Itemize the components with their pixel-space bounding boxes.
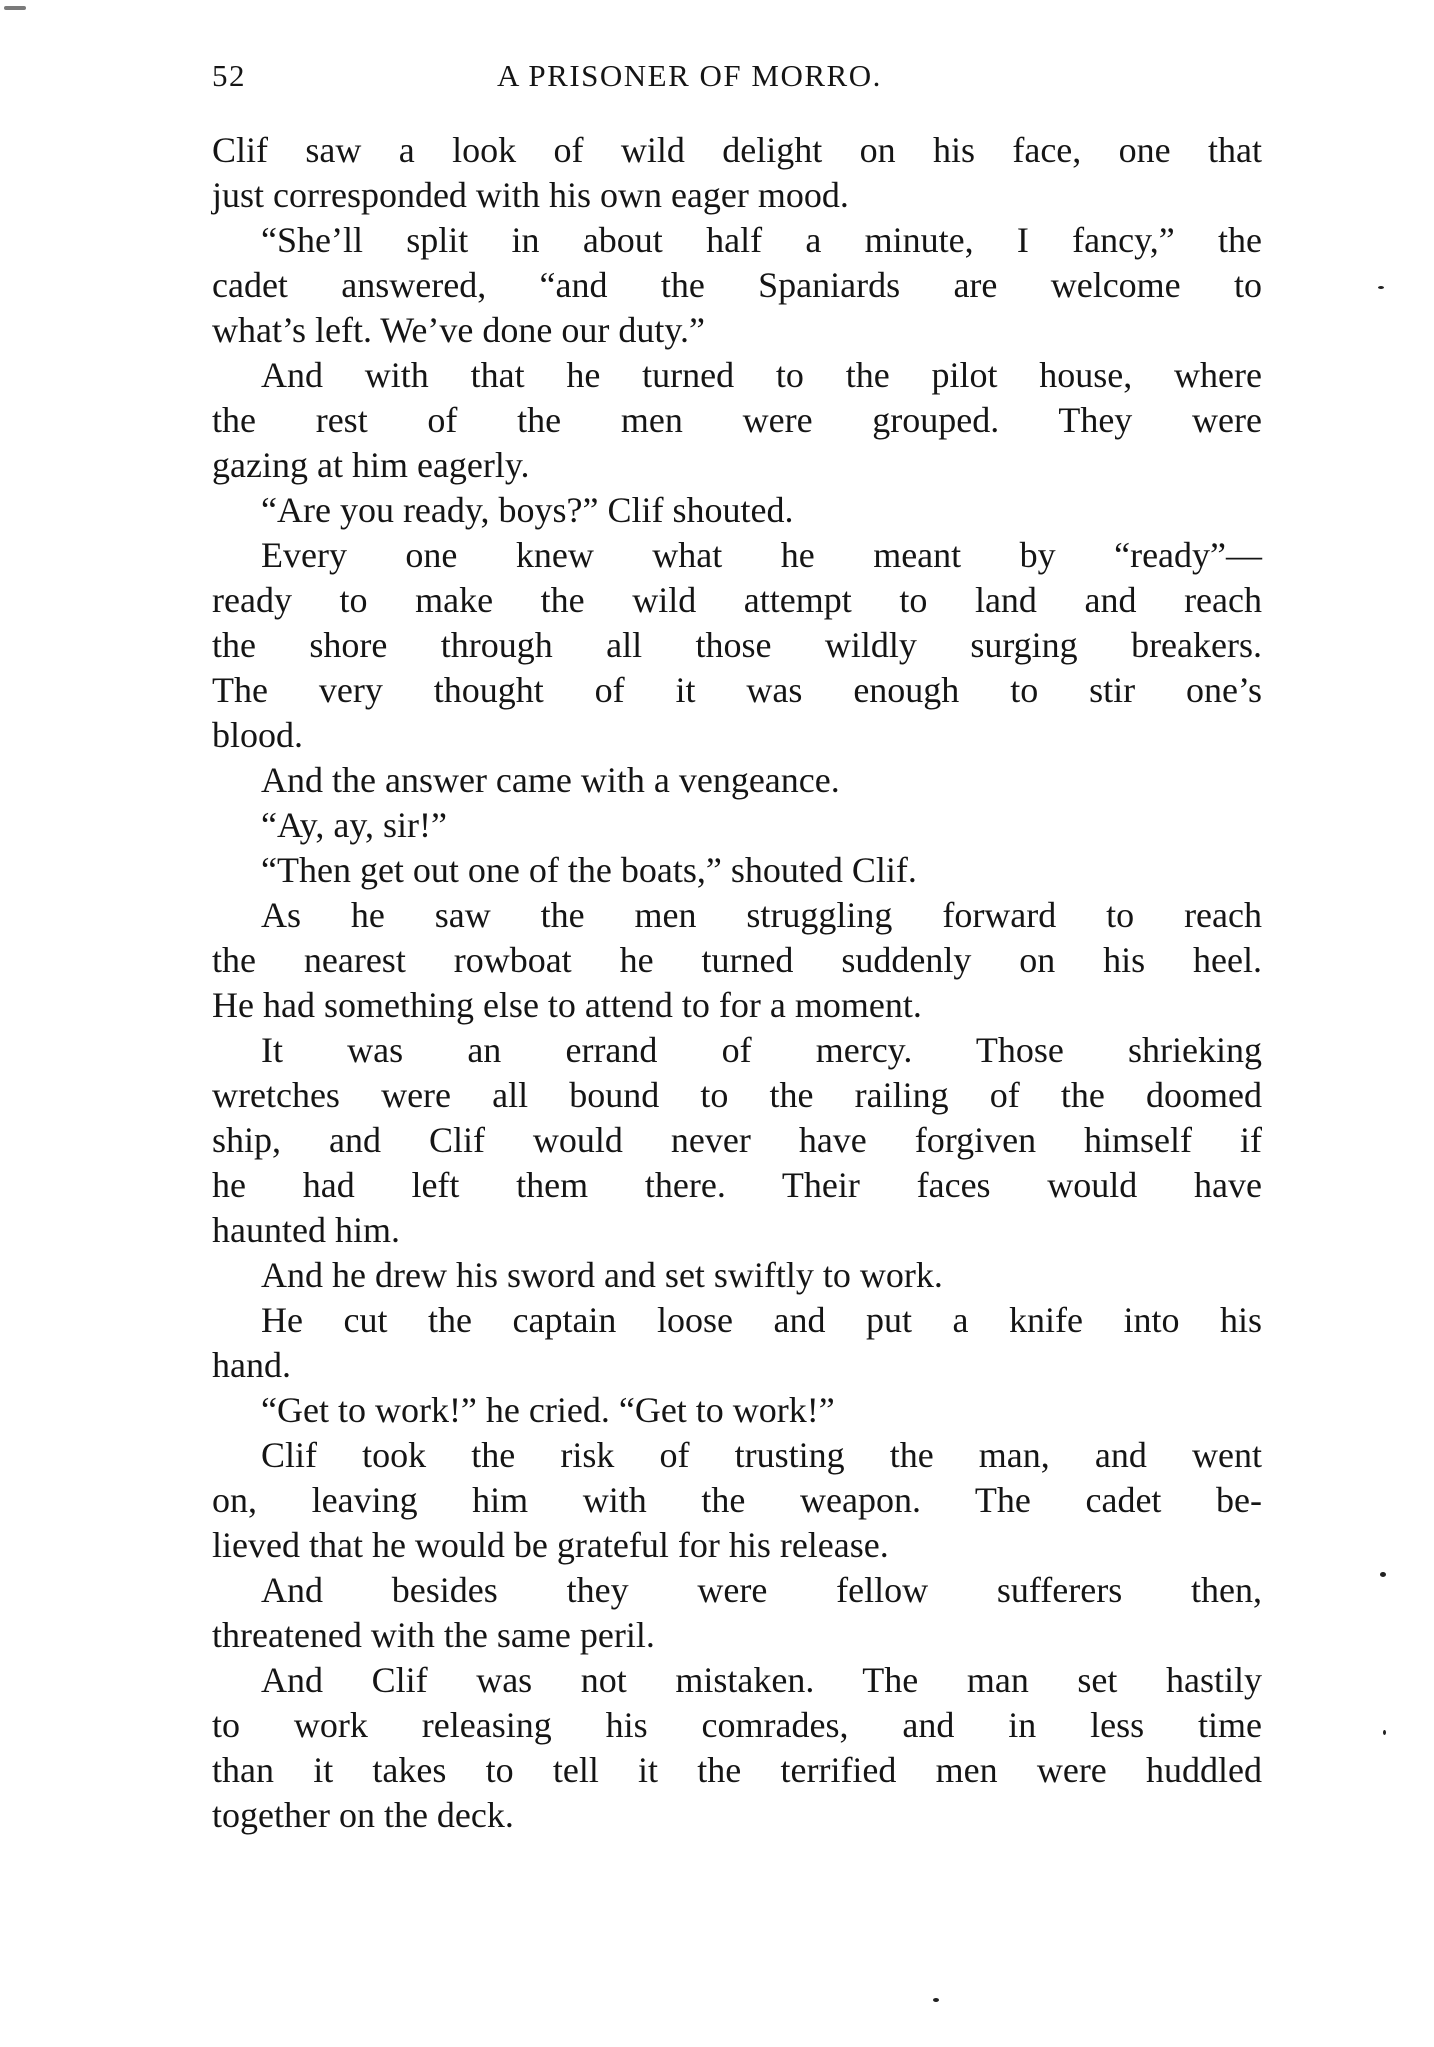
text-line: together on the deck.: [212, 1795, 514, 1835]
body-text: [212, 128, 1262, 1838]
text-line: threatened with the same peril.: [212, 1615, 655, 1655]
scan-speck: [1378, 286, 1384, 289]
text-line: “Ay, ay, sir!”: [261, 805, 447, 845]
text-line: “Are you ready, boys?” Clif shouted.: [261, 490, 794, 530]
text-line: Clif took the risk of trusting the man, and went: [261, 1435, 1262, 1475]
text-line: he had left them there. Their faces would have: [212, 1165, 1262, 1205]
text-line: It was an errand of mercy. Those shrieking: [261, 1030, 1262, 1070]
text-line: And the answer came with a vengeance.: [261, 760, 840, 800]
text-line: cadet answered, “and the Spaniards are welcome to: [212, 265, 1262, 305]
text-line: ship, and Clif would never have forgiven himself if: [212, 1120, 1262, 1160]
text-line: “She’ll split in about half a minute, I fancy,” the: [261, 220, 1262, 260]
text-line: And besides they were fellow sufferers then,: [261, 1570, 1262, 1610]
text-line: the rest of the men were grouped. They were: [212, 400, 1262, 440]
text-line: “Get to work!” he cried. “Get to work!”: [261, 1390, 835, 1430]
text-line: The very thought of it was enough to stir one’s: [212, 670, 1262, 710]
running-title: A PRISONER OF MORRO.: [497, 58, 882, 93]
text-line: what’s left. We’ve done our duty.”: [212, 310, 705, 350]
text-line: than it takes to tell it the terrified men were huddled: [212, 1750, 1262, 1790]
text-line: And Clif was not mistaken. The man set hastily: [261, 1660, 1262, 1700]
scan-speck: [1383, 1730, 1386, 1735]
text-line: the shore through all those wildly surging breakers.: [212, 625, 1262, 665]
scan-speck: [4, 6, 26, 10]
text-line: He cut the captain loose and put a knife into his: [261, 1300, 1262, 1340]
text-line: ready to make the wild attempt to land and reach: [212, 580, 1262, 620]
text-line: on, leaving him with the weapon. The cadet be-: [212, 1480, 1262, 1520]
text-line: “Then get out one of the boats,” shouted Clif.: [261, 850, 917, 890]
text-line: And with that he turned to the pilot house, where: [261, 355, 1262, 395]
text-line: just corresponded with his own eager mood.: [212, 175, 849, 215]
text-line: hand.: [212, 1345, 291, 1385]
text-line: lieved that he would be grateful for his release.: [212, 1525, 889, 1565]
text-line: wretches were all bound to the railing of the doomed: [212, 1075, 1262, 1115]
text-line: And he drew his sword and set swiftly to work.: [261, 1255, 943, 1295]
text-line: gazing at him eagerly.: [212, 445, 530, 485]
text-line: to work releasing his comrades, and in less time: [212, 1705, 1262, 1745]
text-line: As he saw the men struggling forward to reach: [261, 895, 1262, 935]
text-line: the nearest rowboat he turned suddenly on his heel.: [212, 940, 1262, 980]
page-number: 52: [212, 58, 246, 93]
scan-speck: [933, 1998, 939, 2002]
text-line: Clif saw a look of wild delight on his face, one that: [212, 130, 1262, 170]
page-header: [212, 50, 1262, 100]
text-line: haunted him.: [212, 1210, 400, 1250]
text-line: Every one knew what he meant by “ready”—: [261, 535, 1262, 575]
text-line: blood.: [212, 715, 304, 755]
text-line: He had something else to attend to for a moment.: [212, 985, 922, 1025]
scan-speck: [1380, 1572, 1386, 1577]
